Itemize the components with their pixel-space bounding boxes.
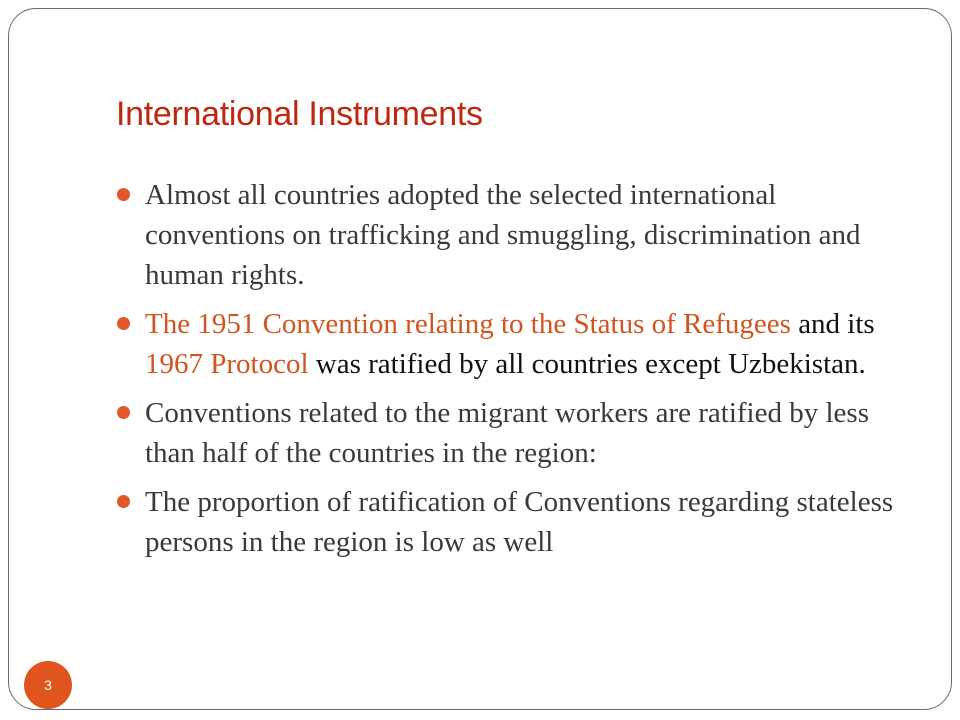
bullet-list (116, 175, 906, 562)
bullet-item (116, 175, 906, 295)
bullet-connector-text: and its (790, 308, 875, 340)
bullet-item (116, 482, 906, 562)
bullet-text: Conventions related to the migrant workers are ratified by less than half of the countries in the region: (145, 397, 869, 469)
bullet-item (116, 393, 906, 473)
bullet-text: Almost all countries adopted the selected international conventions on trafficking and smuggling, discrimination and human rights. (145, 179, 861, 291)
refugee-convention-highlight: The 1951 Convention relating to the Status of Refugees (145, 308, 791, 340)
bullet-text: was ratified by all countries except Uzbekistan. (308, 348, 866, 380)
protocol-highlight: 1967 Protocol (145, 348, 309, 380)
page-number-badge: 3 (24, 661, 72, 709)
slide-title: International Instruments (116, 95, 483, 133)
slide (8, 8, 952, 710)
bullet-item (116, 304, 906, 384)
bullet-text: The proportion of ratification of Conventions regarding stateless persons in the region is low as well (145, 486, 894, 558)
